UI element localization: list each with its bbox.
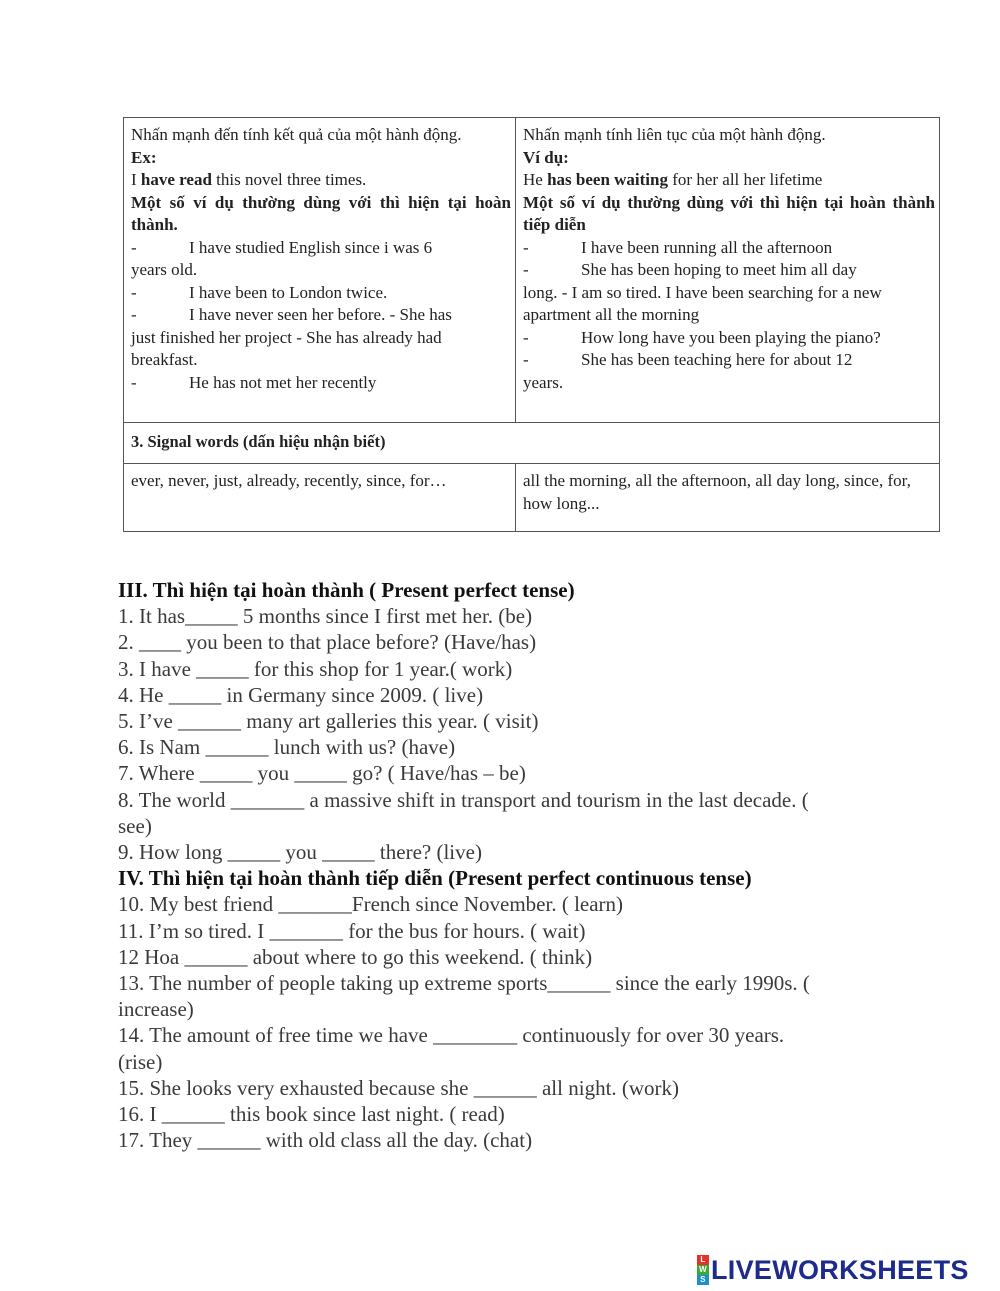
section-title-present-perfect-continuous: IV. Thì hiện tại hoàn thành tiếp diễn (Present perfect continuous tense) xyxy=(118,866,752,891)
list-item: - She has been hoping to meet him all day xyxy=(523,260,857,279)
signal-heading-row xyxy=(124,423,940,464)
exercise-line: 3. I have _____ for this shop for 1 year.( work) xyxy=(118,656,513,681)
liveworksheets-mark-icon: L W S xyxy=(697,1255,709,1285)
exercise-line: 6. Is Nam ______ lunch with us? (have) xyxy=(118,735,456,760)
exercise-line: increase) xyxy=(118,997,194,1022)
list-item: breakfast. xyxy=(131,350,198,369)
exercise-line: 4. He _____ in Germany since 2009. ( live) xyxy=(118,682,484,707)
pp-example: I have read this novel three times. xyxy=(131,170,367,189)
list-item: - He has not met her recently xyxy=(131,372,377,392)
exercise-line: 9. How long _____ you _____ there? (live) xyxy=(118,840,482,865)
exercise-line: 16. I ______ this book since last night. ( read) xyxy=(118,1102,505,1127)
present-perfect-cell xyxy=(124,118,516,423)
exercises xyxy=(118,577,918,1153)
exercise-line: 13. The number of people taking up extreme sports______ since the early 1990s. ( xyxy=(118,971,810,996)
list-item: - I have been running all the afternoon xyxy=(523,237,833,257)
ppc-heading: Một số ví dụ thường dùng với thì hiện tại hoàn thành tiếp diễn xyxy=(523,192,935,234)
exercise-line: see) xyxy=(118,813,152,838)
pp-heading: Một số ví dụ thường dùng với thì hiện tại hoàn thành. xyxy=(131,192,511,234)
pp-intro: Nhấn mạnh đến tính kết quả của một hành động. xyxy=(131,125,462,144)
list-item: - I have never seen her before. - She has xyxy=(131,305,452,324)
grammar-table xyxy=(123,117,940,532)
exercise-line: 1. It has_____ 5 months since I first met her. (be) xyxy=(118,604,533,629)
present-perfect-continuous-cell xyxy=(516,118,940,423)
exercise-line: 8. The world _______ a massive shift in transport and tourism in the last decade. ( xyxy=(118,787,809,812)
list-item: years. xyxy=(523,372,564,392)
exercise-line: 12 Hoa ______ about where to go this weekend. ( think) xyxy=(118,944,593,969)
ppc-example: He has been waiting for her all her lifetime xyxy=(523,170,823,189)
list-item: - I have studied English since i was 6 xyxy=(131,237,433,257)
ppc-intro: Nhấn mạnh tính liên tục của một hành động. xyxy=(523,125,826,144)
exercise-line: 15. She looks very exhausted because she ______ all night. (work) xyxy=(118,1075,680,1100)
usage-row xyxy=(124,118,940,423)
signal-words-pp: ever, never, just, already, recently, since, for… xyxy=(124,464,516,532)
exercise-line: 5. I’ve ______ many art galleries this year. ( visit) xyxy=(118,709,539,734)
logo-text: LIVEWORKSHEETS xyxy=(711,1255,969,1285)
list-item: - How long have you been playing the piano? xyxy=(523,327,881,347)
exercise-line: 10. My best friend _______French since November. ( learn) xyxy=(118,892,624,917)
list-item: - I have been to London twice. xyxy=(131,282,388,302)
exercise-line: 2. ____ you been to that place before? (Have/has) xyxy=(118,630,537,655)
list-item: long. - I am so tired. I have been searching for a new xyxy=(523,282,882,302)
section-title-present-perfect: III. Thì hiện tại hoàn thành ( Present perfect tense) xyxy=(118,578,575,602)
ppc-ex-label: Ví dụ: xyxy=(523,147,569,167)
signal-row xyxy=(124,464,940,532)
exercise-line: (rise) xyxy=(118,1049,163,1074)
exercise-line: 14. The amount of free time we have ________ continuously for over 30 years. xyxy=(118,1023,785,1048)
signal-heading: 3. Signal words (dấn hiệu nhận biết) xyxy=(124,423,940,464)
exercise-line: 11. I’m so tired. I _______ for the bus for hours. ( wait) xyxy=(118,918,586,943)
liveworksheets-logo xyxy=(697,1253,969,1287)
pp-ex-label: Ex: xyxy=(131,147,157,167)
exercise-line: 7. Where _____ you _____ go? ( Have/has – be) xyxy=(118,761,526,786)
list-item: years old. xyxy=(131,260,198,279)
list-item: - She has been teaching here for about 12 xyxy=(523,350,853,369)
list-item: just finished her project - She has already had xyxy=(131,327,442,347)
list-item: apartment all the morning xyxy=(523,305,700,324)
exercise-line: 17. They ______ with old class all the day. (chat) xyxy=(118,1128,533,1153)
signal-words-ppc: all the morning, all the afternoon, all day long, since, for, how long... xyxy=(516,464,940,532)
